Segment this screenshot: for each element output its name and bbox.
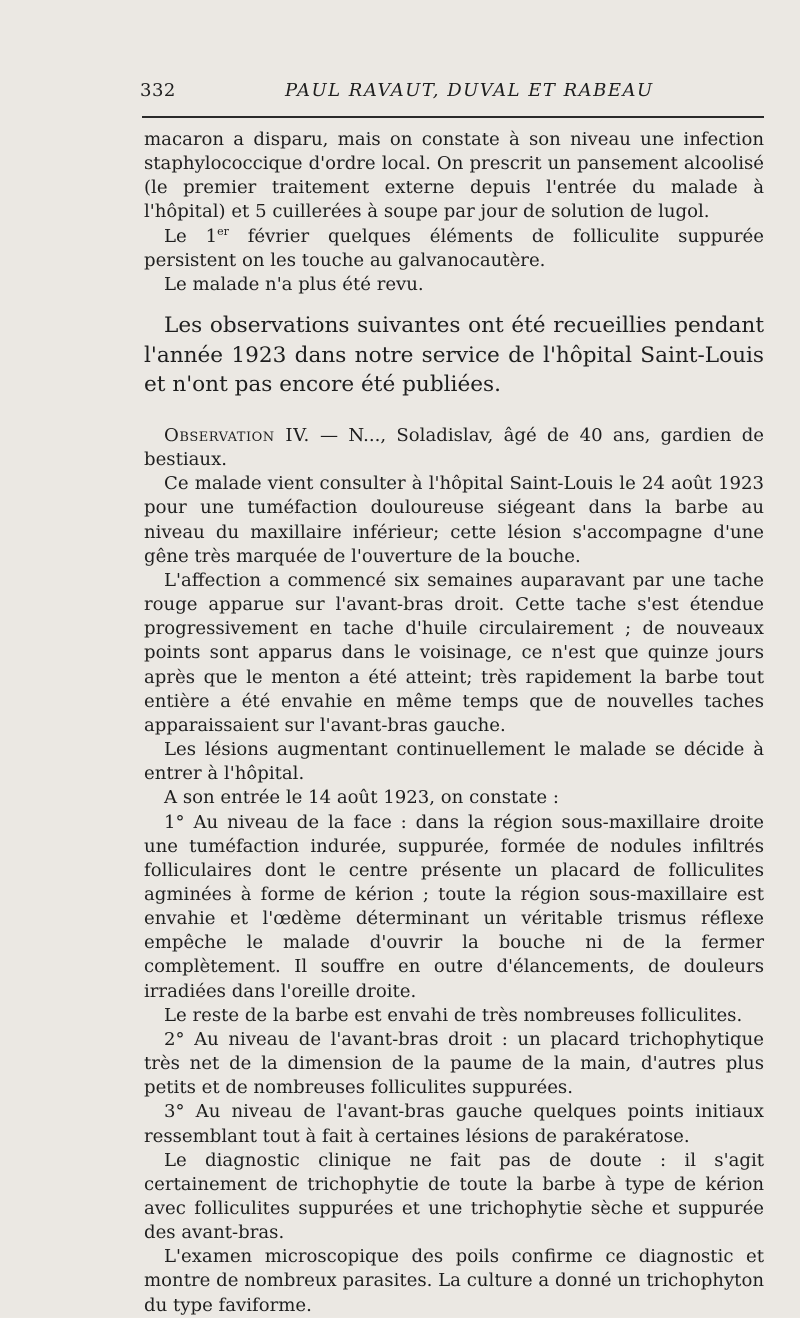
intro-paragraph: Les observations suivantes ont été recueillies pendant l'année 1923 dans notre service de l'hôpital Saint-Louis et n'ont pas encore été publiées. bbox=[144, 313, 764, 397]
paragraph: L'affection a commencé six semaines auparavant par une tache rouge apparue sur l'avant-bras droit. Cette tache s'est étendue progressivement en tache d'huile circulairement ; de nouveaux points sont apparus dans le voisinage, ce n'est que quinze jours après que le menton a été atteint; très rapidement la barbe tout entière a été envahie en même temps que de nouvelles taches apparaissaient sur l'avant-bras gauche. bbox=[144, 569, 764, 736]
observation-heading bbox=[144, 424, 764, 472]
paragraph: A son entrée le 14 août 1923, on constate : bbox=[164, 787, 559, 809]
header-rule bbox=[142, 116, 764, 118]
paragraph: L'examen microscopique des poils confirme ce diagnostic et montre de nombreux parasites. La culture a donné un trichophyton du type faviforme. bbox=[144, 1246, 764, 1316]
paragraph-text: février quelques éléments de folliculite suppurée persistent on les touche au galvanocautère. bbox=[144, 225, 764, 271]
paragraph: 2° Au niveau de l'avant-bras droit : un placard trichophytique très net de la dimension de la paume de la main, d'autres plus petits et de nombreuses folliculites suppurées. bbox=[144, 1028, 764, 1099]
running-head: PAUL RAVAUT, DUVAL ET RABEAU bbox=[285, 80, 654, 101]
paragraph: 1° Au niveau de la face : dans la région sous-maxillaire droite une tuméfaction indurée, suppurée, formée de nodules infiltrés folliculaires dont le centre présente un placard de folliculites agminées à forme de kérion ; toute la région sous-maxillaire est envahie et l'œdème déterminant un véritable trismus réflexe empêche le malade d'ouvrir la bouche ni de la fermer complètement. Il souffre en outre d'élancements, de douleurs irradiées dans l'oreille droite. bbox=[144, 811, 764, 1002]
observation-heading-text: — N..., Soladislav, âgé de 40 ans, gardien de bestiaux. bbox=[144, 425, 764, 471]
paragraph: Le malade n'a plus été revu. bbox=[164, 273, 424, 295]
observation-iv bbox=[144, 424, 764, 1318]
paragraph: Les lésions augmentant continuellement le malade se décide à entrer à l'hôpital. bbox=[144, 739, 764, 785]
date-lead: Le 1 bbox=[164, 225, 218, 247]
paragraph: macaron a disparu, mais on constate à son niveau une infection staphylococcique d'ordre local. On prescrit un pansement alcoolisé (le premier traitement externe depuis l'entrée du malade à l'hôpital) et 5 cuillerées à soupe par jour de solution de lugol. bbox=[144, 129, 764, 223]
paragraph: Ce malade vient consulter à l'hôpital Saint-Louis le 24 août 1923 pour une tuméfaction douloureuse siégeant dans la barbe au niveau du maxillaire inférieur; cette lésion s'accompagne d'une gêne très marquée de l'ouverture de la bouche. bbox=[144, 473, 764, 567]
continued-observation bbox=[144, 128, 764, 297]
page-number: 332 bbox=[140, 80, 176, 101]
page-header bbox=[140, 80, 764, 108]
paragraph: Le diagnostic clinique ne fait pas de doute : il s'agit certainement de trichophytie de toute la barbe à type de kérion avec folliculites suppurées et une trichophytie sèche et suppurée des avant-bras. bbox=[144, 1149, 764, 1244]
paragraph: 3° Au niveau de l'avant-bras gauche quelques points initiaux ressemblant tout à fait à certaines lésions de parakératose. bbox=[144, 1101, 764, 1147]
observation-label: Observation IV. bbox=[164, 425, 310, 446]
ordinal-superscript: er bbox=[217, 224, 229, 238]
paragraph: Le reste de la barbe est envahi de très nombreuses folliculites. bbox=[164, 1004, 743, 1026]
paragraph bbox=[144, 225, 764, 273]
